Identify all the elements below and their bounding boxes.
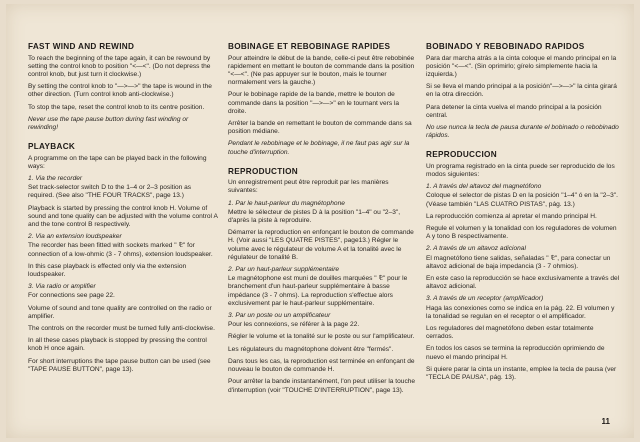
paragraph: Para dar marcha atrás a la cinta coloque el mando principal en la posición "<—<". (Sin oprimirlo; gírelo simplemente hacia la izquierda.) [426, 54, 617, 78]
paragraph: Mettre le sélecteur de pistes D à la position "1–4" ou "2–3", d'après la piste à reproduire. [228, 208, 401, 225]
bobinage-heading: BOBINAGE ET REBOBINAGE RAPIDES [228, 42, 391, 51]
paragraph: Pour atteindre le début de la bande, celle-ci peut être rebobinée rapidement en mettant le bouton de commande dans la position "<—<". (Ne pas appuyer sur le bouton, mais le tourner normalement vers la gauche.) [228, 54, 415, 87]
paragraph: Set track-selector switch D to the 1–4 or 2–3 position as required. (See also "THE FOUR TRACKS", page 13.) [28, 184, 192, 200]
paragraph: Playback is started by pressing the control knob H. Volume of sound and tone quality can be adjusted with the volume control A and the tone control B respectively. [28, 204, 218, 229]
paragraph: For connections see page 22. [28, 292, 115, 300]
paragraph: The controls on the recorder must be turned fully anti-clockwise. [28, 325, 215, 333]
paragraph: En este caso la reproducción se hace exclusivamente a través del altavoz adicional. [426, 275, 620, 291]
playback-heading: PLAYBACK [28, 142, 76, 152]
subheading: 2. Par un haut-parleur supplémentaire [228, 266, 340, 274]
paragraph: Los reguladores del magnetófono deben estar totalmente cerrados. [426, 325, 594, 341]
paragraph: La reproducción comienza al apretar el mando principal H. [426, 212, 597, 220]
paragraph: To stop the tape, reset the control knob to its centre position. [28, 103, 205, 111]
bobinado-heading: BOBINADO Y REBOBINADO RAPIDOS [426, 42, 585, 51]
warning-note: Pendant le rebobinage et le bobinage, il ne faut pas agir sur la touche d'interruption. [228, 140, 410, 156]
manual-page [6, 4, 634, 438]
paragraph: Un enregistrement peut être reproduit par les manières suivantes: [228, 179, 389, 195]
paragraph: Arrêter la bande en remettant le bouton de commande dans sa position médiane. [228, 119, 412, 136]
paragraph: Pour les connexions, se référer à la page 22. [228, 321, 360, 329]
paragraph: El magnetófono tiene salidas, señaladas " ⅊", para conectar un altavoz adicional de baja impedancia (3 - 7 ohmios). [426, 254, 611, 270]
reproduccion-heading: REPRODUCCION [426, 150, 497, 160]
paragraph: By setting the control knob to "—>—>" the tape is wound in the other direction. (Turn control knob anti-clockwise.) [28, 83, 212, 99]
paragraph: Si se lleva el mando principal a la posición"—>—>" la cinta girará en la otra dirección. [426, 83, 617, 99]
page-number: 11 [601, 417, 610, 426]
paragraph: To reach the beginning of the tape again, it can be rewound by setting the control knob to position "<—<". (Do not depress the control knob, but just turn it clockwise.) [28, 54, 211, 78]
paragraph: A programme on the tape can be played back in the following ways: [28, 154, 207, 170]
paragraph: In all these cases playback is stopped by pressing the control knob H once again. [28, 337, 207, 353]
subheading: 2. A través de un altavoz adicional [426, 245, 526, 253]
paragraph: Régler le volume et la tonalité sur le poste ou sur l'amplificateur. [228, 333, 415, 341]
paragraph: Haga las conexiones como se indica en la pág. 22. El volumen y la tonalidad se regulan en el receptor o el amplificador. [426, 304, 615, 320]
paragraph: Si quiere parar la cinta un instante, emplee la tecla de pausa (ver "TECLA DE PAUSA", pág. 13). [426, 365, 617, 382]
paragraph: In this case playback is effected only via the extension loudspeaker. [28, 262, 187, 279]
fast-wind-heading: FAST WIND AND REWIND [28, 42, 135, 51]
paragraph: Regule el volumen y la tonalidad con los reguladores de volumen A y tono B respectivamente. [426, 225, 617, 241]
paragraph: En todos los casos se termina la reproducción oprimiendo de nuevo el mando principal H. [426, 345, 605, 361]
warning-note: No use nunca la tecla de pausa durante el bobinado o rebobinado rápidos. [426, 123, 619, 140]
paragraph: For short interruptions the tape pause button can be used (see "TAPE PAUSE BUTTON", page 13). [28, 357, 211, 373]
subheading: 3. Via radio or amplifier [28, 283, 96, 291]
subheading: 3. A través de un receptor (amplificador) [426, 295, 544, 303]
paragraph: The recorder has been fitted with sockets marked " ⅊" for connection of a low-ohmic (3 - 7 ohms), extension loudspeaker. [28, 242, 213, 258]
subheading: 2. Via an extension loudspeaker [28, 233, 122, 241]
paragraph: Les régulateurs du magnétophone doivent être "fermés". [228, 345, 394, 353]
paragraph: Démarrer la reproduction en enfonçant le bouton de commande H. (Voir aussi "LES QUATRE PISTES", page13.) Régler le volume avec le régulateur de volume A et la tonalité avec le régulateur de tonalité B. [228, 229, 414, 261]
subheading: 1. Par le haut-parleur du magnétophone [228, 199, 345, 207]
english-column [28, 42, 218, 378]
paragraph: Dans tous les cas, la reproduction est terminée en enfonçant de nouveau le bouton de commande H. [228, 357, 415, 374]
french-column [228, 42, 418, 399]
subheading: 1. A través del altavoz del magnetófono [426, 183, 542, 191]
paragraph: Para detener la cinta vuelva el mando principal a la posición central. [426, 103, 602, 119]
paragraph: Volume of sound and tone quality are controlled on the radio or amplifier. [28, 304, 212, 320]
reproduction-heading: REPRODUCTION [228, 166, 299, 176]
warning-note: Never use the tape pause button during fast winding or rewinding! [28, 115, 189, 131]
subheading: 3. Par un poste ou un amplificateur [228, 312, 331, 320]
paragraph: Le magnétophone est muni de douilles marquées " ⅊" pour le branchement d'un haut-parleur supplémentaire à basse impédance (3 - 7 ohms). La reproduction s'effectue alors exclusivement par le haut-parleur supplémentaire. [228, 275, 408, 307]
paragraph: Pour le bobinage rapide de la bande, mettre le bouton de commande dans la position "—>—>" en le tournant vers la droite. [228, 91, 400, 115]
paragraph: Pour arrêter la bande instantanément, l'on peut utiliser la touche d'interruption (voir "TOUCHE D'INTERRUPTION", page 13). [228, 378, 416, 394]
spanish-column [426, 42, 621, 386]
paragraph: Coloque el selector de pistas D en la posición "1–4" ó en la "2–3". (Véase también "LAS CUATRO PISTAS", pág. 13.) [426, 192, 618, 208]
paragraph: Un programa registrado en la cinta puede ser reproducido de los modos siguientes: [426, 162, 615, 179]
subheading: 1. Via the recorder [28, 175, 83, 183]
